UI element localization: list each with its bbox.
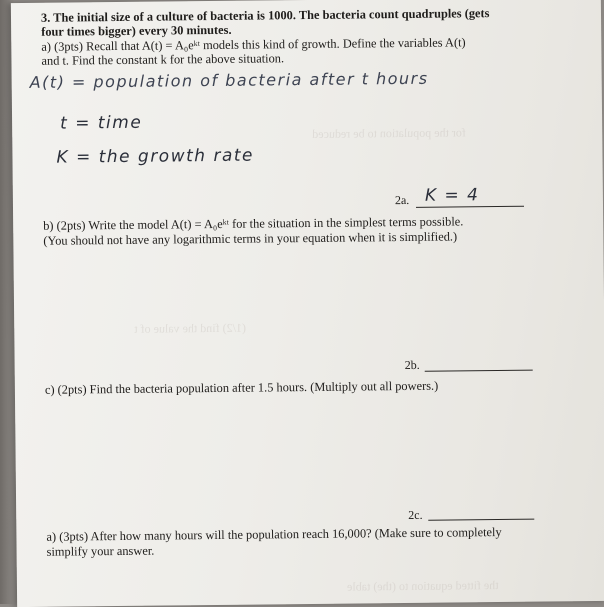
show-through-text-3: the fitted equation to (the) table [346, 578, 499, 594]
show-through-text-2: (1/2) find the value of t [134, 320, 246, 336]
part-c-line1: c) (2pts) Find the bacteria population after 1.5 hours. (Multiply out all powers.) [44, 378, 439, 397]
handwritten-answer-2a: K = 4 [424, 185, 480, 206]
problem-heading-line2: four times bigger) every 30 minutes. [41, 22, 232, 39]
answer-2a [395, 191, 410, 209]
part-a-line1: a) (3pts) Recall that A(t) = A₀eᵏᵗ models this kind of growth. Define the variables A(t) [41, 35, 466, 54]
handwritten-t-definition: t = time [60, 112, 143, 134]
part-d-line2: simplify your answer. [46, 543, 155, 559]
worksheet-page [11, 0, 604, 607]
show-through-text-1: for the population to be reduced [312, 125, 466, 141]
part-d-line1: a) (3pts) After how many hours will the population reach 16,000? (Make sure to completely [46, 524, 502, 544]
handwritten-k-definition: K = the growth rate [56, 145, 255, 168]
answer-label-2b: 2b. [404, 357, 420, 373]
answer-line-2c[interactable] [428, 519, 534, 521]
part-b-line1: b) (2pts) Write the model A(t) = A₀eᵏᵗ for the situation in the simplest terms possible. [43, 214, 464, 233]
answer-label-2c: 2c. [408, 507, 423, 522]
part-b-line2: (You should not have any logarithmic terms in your equation when it is simplified.) [43, 229, 458, 248]
part-a-line2: and t. Find the constant k for the above situation. [41, 51, 285, 68]
answer-line-2b[interactable] [425, 370, 533, 372]
answer-line-2a[interactable] [416, 206, 524, 208]
answer-label-2a: 2a. [394, 192, 410, 208]
handwritten-a-of-t-definition: A(t) = population of bacteria after t hours [29, 68, 429, 92]
problem-heading-line1: 3. The initial size of a culture of bacteria is 1000. The bacteria count quadruples (gets [40, 6, 490, 25]
